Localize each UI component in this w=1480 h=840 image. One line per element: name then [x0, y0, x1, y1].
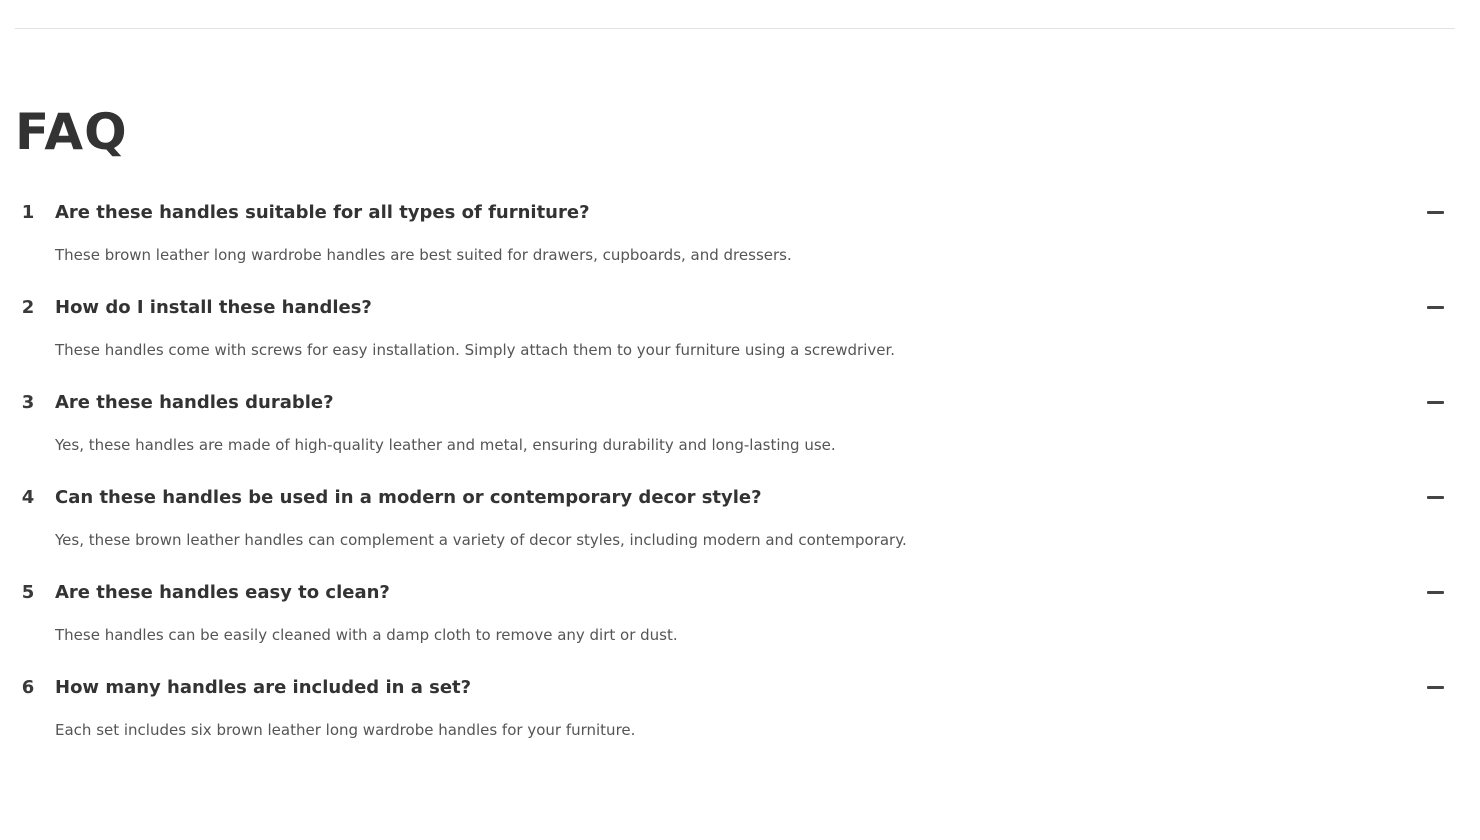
faq-answer: Yes, these handles are made of high-quality leather and metal, ensuring durability and long-lasting use.: [55, 436, 836, 454]
faq-number: 4: [21, 487, 35, 508]
faq-question-row-6[interactable]: [15, 673, 1455, 703]
faq-answer: Each set includes six brown leather long wardrobe handles for your furniture.: [55, 721, 636, 739]
faq-question: How do I install these handles?: [55, 297, 372, 318]
faq-number: 3: [21, 392, 35, 413]
faq-question: Are these handles easy to clean?: [55, 582, 390, 603]
minus-icon: [1427, 496, 1444, 499]
faq-item-1: [15, 198, 1455, 293]
faq-question: Are these handles durable?: [55, 392, 334, 413]
faq-title: FAQ: [15, 103, 128, 161]
faq-item-3: [15, 388, 1455, 483]
faq-question-row-3[interactable]: [15, 388, 1455, 418]
faq-number: 6: [21, 677, 35, 698]
collapse-toggle-button[interactable]: [1425, 489, 1445, 509]
faq-answer: Yes, these brown leather handles can complement a variety of decor styles, including modern and contemporary.: [55, 531, 907, 549]
faq-question-row-2[interactable]: [15, 293, 1455, 323]
faq-answer: These handles come with screws for easy installation. Simply attach them to your furniture using a screwdriver.: [55, 341, 896, 359]
faq-question: Can these handles be used in a modern or contemporary decor style?: [55, 487, 762, 508]
faq-answer: These handles can be easily cleaned with a damp cloth to remove any dirt or dust.: [55, 626, 678, 644]
faq-item-5: [15, 578, 1455, 673]
faq-list: [15, 198, 1455, 768]
faq-item-2: [15, 293, 1455, 388]
top-divider: [15, 28, 1455, 29]
minus-icon: [1427, 401, 1444, 404]
collapse-toggle-button[interactable]: [1425, 394, 1445, 414]
faq-number: 2: [21, 297, 35, 318]
faq-question-row-1[interactable]: [15, 198, 1455, 228]
collapse-toggle-button[interactable]: [1425, 584, 1445, 604]
faq-number: 1: [21, 202, 35, 223]
faq-question: How many handles are included in a set?: [55, 677, 472, 698]
collapse-toggle-button[interactable]: [1425, 204, 1445, 224]
faq-question-row-4[interactable]: [15, 483, 1455, 513]
minus-icon: [1427, 211, 1444, 214]
collapse-toggle-button[interactable]: [1425, 299, 1445, 319]
faq-question-row-5[interactable]: [15, 578, 1455, 608]
minus-icon: [1427, 686, 1444, 689]
faq-answer: These brown leather long wardrobe handles are best suited for drawers, cupboards, and dressers.: [55, 246, 792, 264]
minus-icon: [1427, 306, 1444, 309]
minus-icon: [1427, 591, 1444, 594]
faq-item-4: [15, 483, 1455, 578]
collapse-toggle-button[interactable]: [1425, 679, 1445, 699]
faq-item-6: [15, 673, 1455, 768]
faq-number: 5: [21, 582, 35, 603]
faq-question: Are these handles suitable for all types of furniture?: [55, 202, 590, 223]
